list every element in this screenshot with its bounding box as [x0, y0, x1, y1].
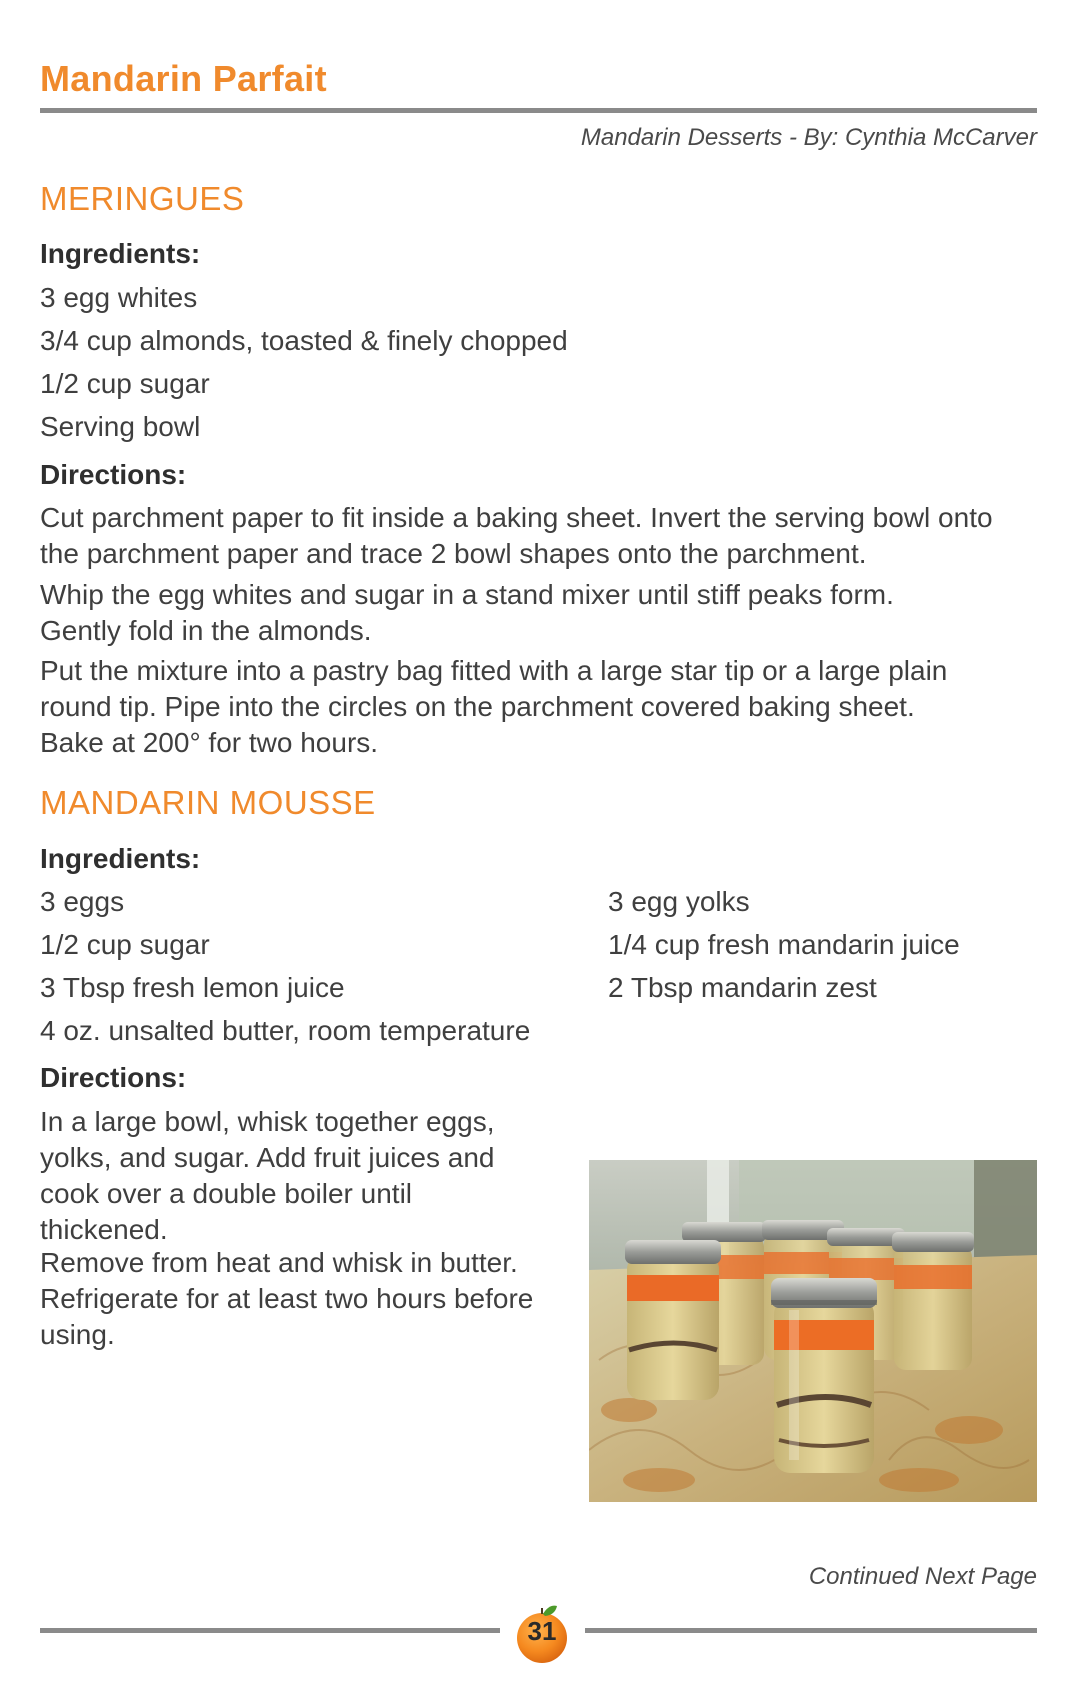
meringues-heading: MERINGUES	[40, 180, 245, 217]
meringues-directions-label: Directions:	[40, 459, 187, 490]
meringues-ingredients-label: Ingredients:	[40, 238, 201, 269]
mousse-heading: MANDARIN MOUSSE	[40, 784, 376, 821]
footer-rule-left	[40, 1628, 500, 1633]
recipe-page	[40, 0, 1037, 1681]
mousse-ingredient-right-1: 3 egg yolks	[608, 886, 750, 917]
mousse-ingredient-right-3: 2 Tbsp mandarin zest	[608, 972, 877, 1003]
meringues-direction-1: Cut parchment paper to fit inside a baking sheet. Invert the serving bowl onto the parchment paper and trace 2 bowl shapes onto the parchment.	[40, 502, 993, 569]
page-number: 31	[527, 1616, 557, 1646]
mousse-ingredient-right-2: 1/4 cup fresh mandarin juice	[608, 929, 960, 960]
meringues-ingredient-2: 3/4 cup almonds, toasted & finely chopped	[40, 325, 568, 356]
parfait-jars-photo	[589, 1160, 1037, 1502]
byline: Mandarin Desserts - By: Cynthia McCarver	[580, 124, 1037, 151]
meringues-direction-3: Put the mixture into a pastry bag fitted with a large star tip or a large plain round tip. Pipe into the circles on the parchment covered baking sheet. Bake at 200° for two hours.	[40, 655, 948, 758]
mousse-ingredient-left-1: 3 eggs	[40, 886, 125, 917]
mousse-ingredients-label: Ingredients:	[40, 843, 201, 874]
continued-next-page: Continued Next Page	[808, 1563, 1037, 1590]
recipe-title: Mandarin Parfait	[40, 58, 327, 99]
mousse-ingredient-left-4: 4 oz. unsalted butter, room temperature	[40, 1015, 531, 1046]
meringues-direction-2: Whip the egg whites and sugar in a stand mixer until stiff peaks form. Gently fold in the almonds.	[40, 579, 894, 646]
meringues-ingredient-4: Serving bowl	[40, 411, 201, 442]
footer-rule-right	[585, 1628, 1037, 1633]
mousse-directions-label: Directions:	[40, 1062, 187, 1093]
page-number-badge	[510, 1600, 574, 1664]
meringues-ingredient-3: 1/2 cup sugar	[40, 368, 210, 399]
mousse-direction-1: In a large bowl, whisk together eggs, yolks, and sugar. Add fruit juices and cook over a double boiler until thickened.	[40, 1106, 495, 1245]
meringues-ingredient-1: 3 egg whites	[40, 282, 198, 313]
mousse-direction-2: Remove from heat and whisk in butter. Refrigerate for at least two hours before using.	[40, 1247, 534, 1350]
mousse-ingredient-left-3: 3 Tbsp fresh lemon juice	[40, 972, 345, 1003]
mousse-ingredient-left-2: 1/2 cup sugar	[40, 929, 210, 960]
title-rule	[40, 108, 1037, 113]
